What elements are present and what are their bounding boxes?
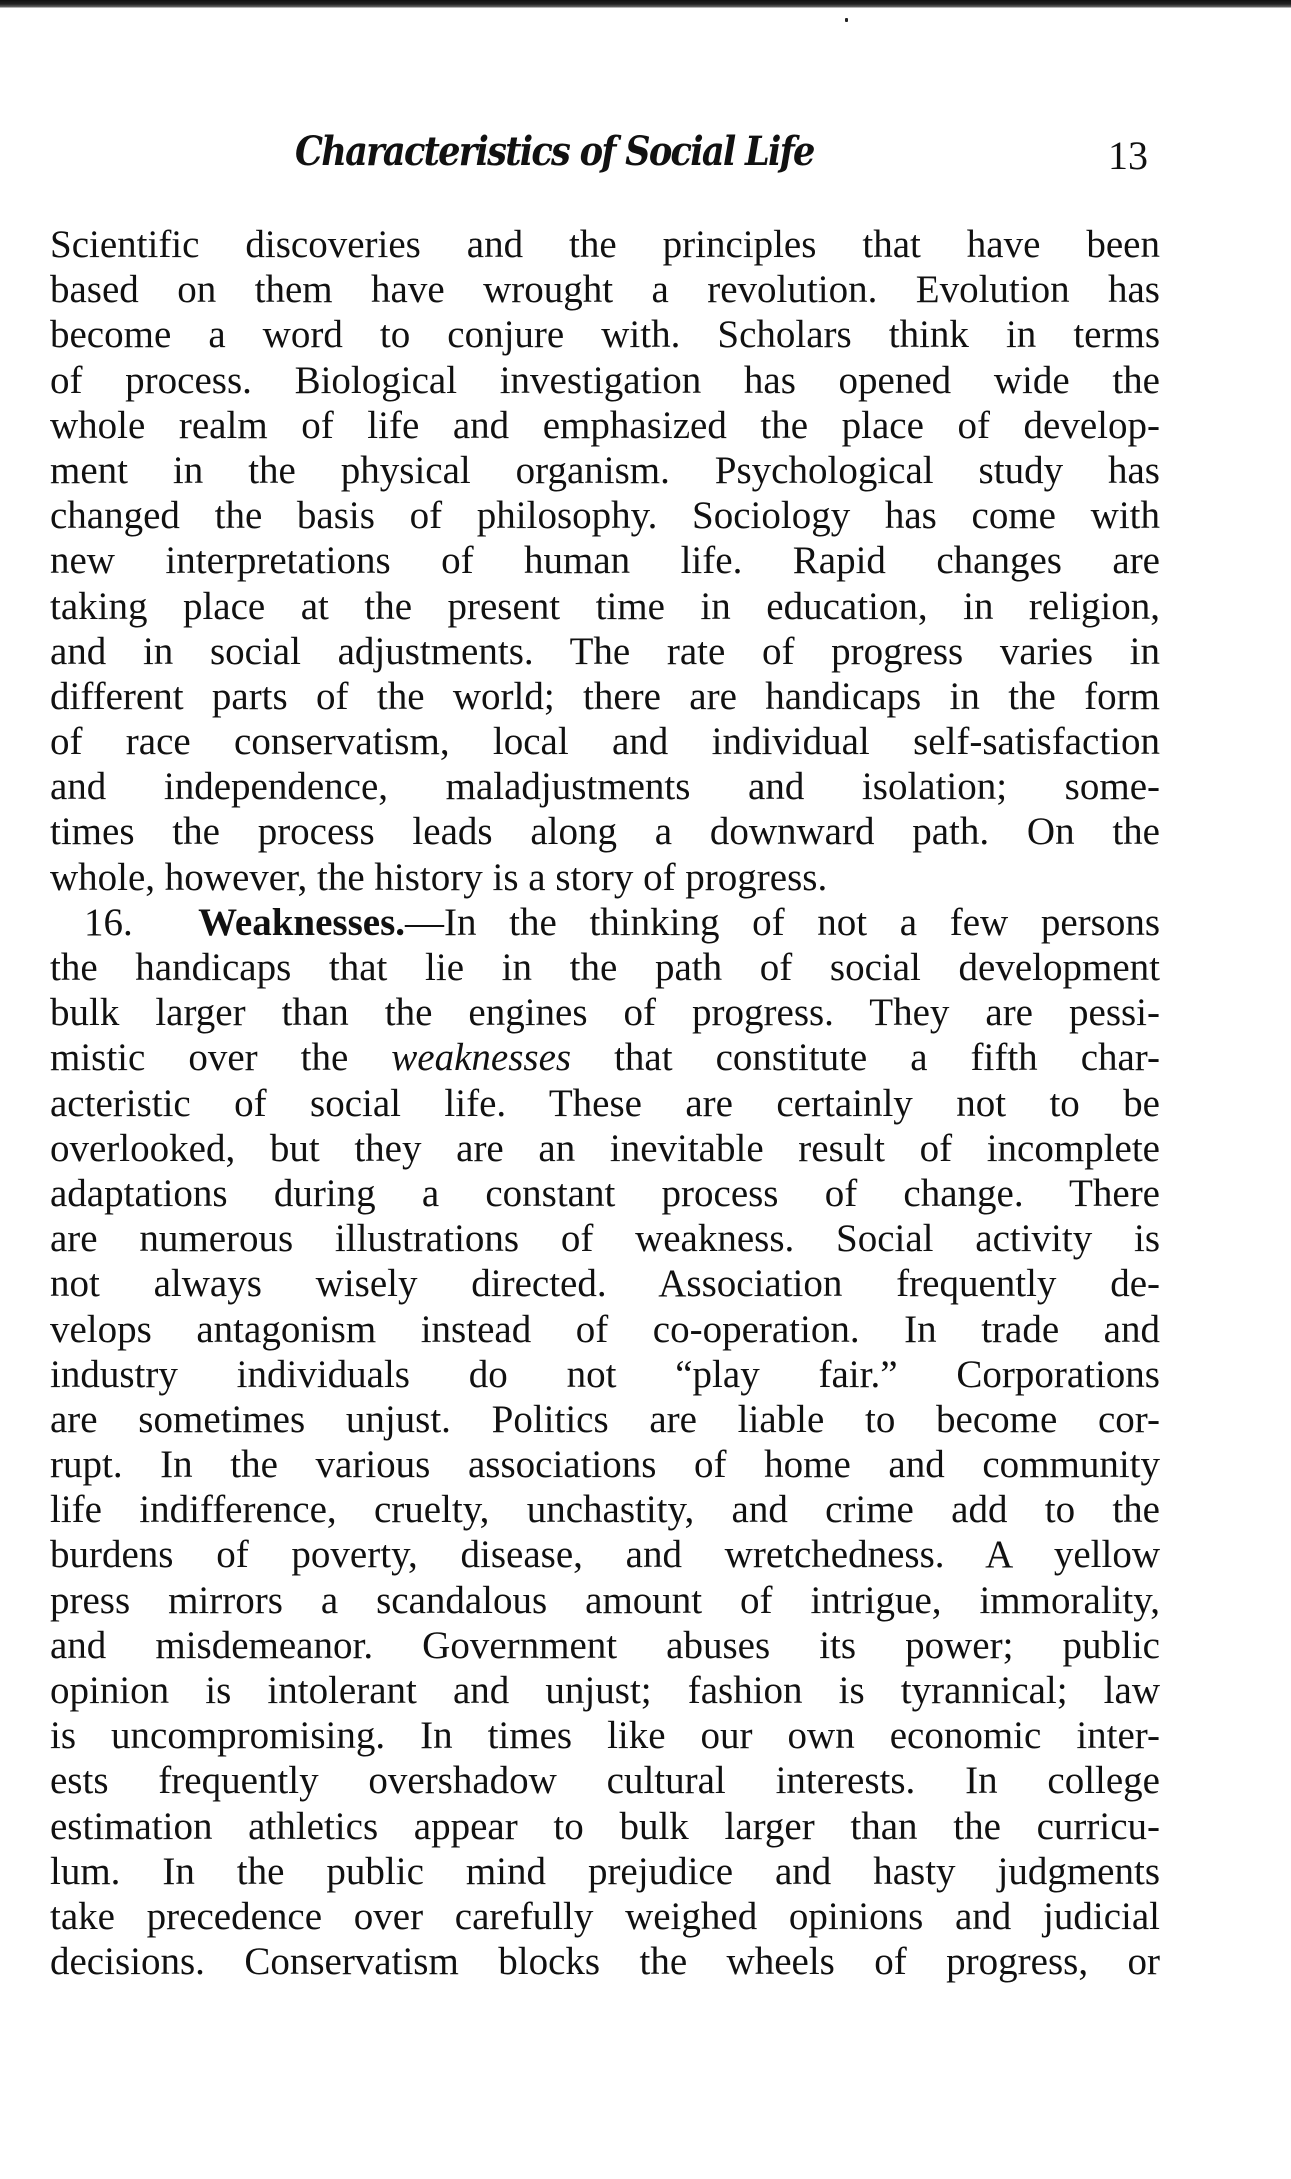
text-line: decisions. Conservatism blocks the wheels of progress, or [50, 1940, 1160, 1984]
text-line: and in social adjustments. The rate of progress varies in [50, 629, 1160, 673]
paragraph-weaknesses [50, 900, 1160, 1985]
running-title: Characteristics of Social Life [295, 128, 814, 175]
text-fragment: that constitute a fifth char- [571, 1036, 1161, 1080]
text-line: Scientific discoveries and the principles that have been [50, 223, 1160, 266]
text-line: changed the basis of philosophy. Sociology has come with [50, 494, 1160, 538]
text-line: new interpretations of human life. Rapid changes are [50, 539, 1160, 583]
text-line: whole realm of life and emphasized the place of develop- [50, 403, 1160, 447]
text-line: the handicaps that lie in the path of social development [50, 946, 1160, 989]
text-line: of process. Biological investigation has opened wide the [50, 358, 1160, 402]
text-line: burdens of poverty, disease, and wretchedness. A yellow [50, 1533, 1160, 1577]
section-number: 16. [84, 900, 133, 944]
text-line: and misdemeanor. Government abuses its power; public [50, 1623, 1160, 1667]
text-line: ment in the physical organism. Psychological study has [50, 448, 1160, 492]
text-line: adaptations during a constant process of change. There [50, 1171, 1160, 1215]
text-line: of race conservatism, local and individual self-satisfaction [50, 720, 1160, 764]
text-line: acteristic of social life. These are certainly not to be [50, 1081, 1160, 1125]
text-line: based on them have wrought a revolution. Evolution has [50, 268, 1160, 312]
text-fragment: mistic over the [50, 1036, 392, 1080]
text-line: are sometimes unjust. Politics are liable to become cor- [50, 1397, 1160, 1441]
text-line: industry individuals do not “play fair.” Corporations [50, 1352, 1160, 1396]
text-line: ests frequently overshadow cultural interests. In college [50, 1759, 1160, 1803]
text-line: velops antagonism instead of co-operation. In trade and [50, 1307, 1160, 1351]
text-line: become a word to conjure with. Scholars think in terms [50, 313, 1160, 357]
text-line: times the process leads along a downward path. On the [50, 810, 1160, 854]
section-first-line [50, 900, 1160, 945]
text-line: rupt. In the various associations of home and community [50, 1443, 1160, 1487]
text-line: different parts of the world; there are handicaps in the form [50, 674, 1160, 718]
emphasized-word: weaknesses [391, 1036, 572, 1080]
paragraph-progress [50, 222, 1160, 900]
text-line: estimation athletics appear to bulk larger than the curricu- [50, 1804, 1160, 1848]
text-line: and independence, maladjustments and isolation; some- [50, 765, 1160, 809]
text-line: opinion is intolerant and unjust; fashion is tyrannical; law [50, 1669, 1160, 1712]
text-line: are numerous illustrations of weakness. Social activity is [50, 1217, 1160, 1261]
page-header [0, 128, 1291, 188]
text-line: life indifference, cruelty, unchastity, and crime add to the [50, 1488, 1160, 1532]
scan-speck [845, 18, 848, 22]
text-line: whole, however, the history is a story of progress. [50, 855, 828, 899]
page-number: 13 [1108, 133, 1148, 178]
text-line: overlooked, but they are an inevitable result of incomplete [50, 1126, 1160, 1170]
text-line: press mirrors a scandalous amount of intrigue, immorality, [50, 1578, 1160, 1622]
scan-edge [0, 0, 1291, 8]
text-line: take precedence over carefully weighed opinions and judicial [50, 1894, 1160, 1938]
text-line: is uncompromising. In times like our own economic inter- [50, 1714, 1160, 1758]
text-line: lum. In the public mind prejudice and hasty judgments [50, 1849, 1160, 1893]
text-fragment: —In the thinking of not a few persons [405, 900, 1160, 944]
body-text [50, 222, 1160, 1984]
text-line: bulk larger than the engines of progress. They are pessi- [50, 991, 1160, 1035]
section-heading: Weaknesses. [198, 900, 406, 944]
text-line: not always wisely directed. Association frequently de- [50, 1262, 1160, 1306]
text-line: taking place at the present time in education, in religion, [50, 584, 1160, 628]
text-line-with-emphasis [50, 1035, 1160, 1080]
